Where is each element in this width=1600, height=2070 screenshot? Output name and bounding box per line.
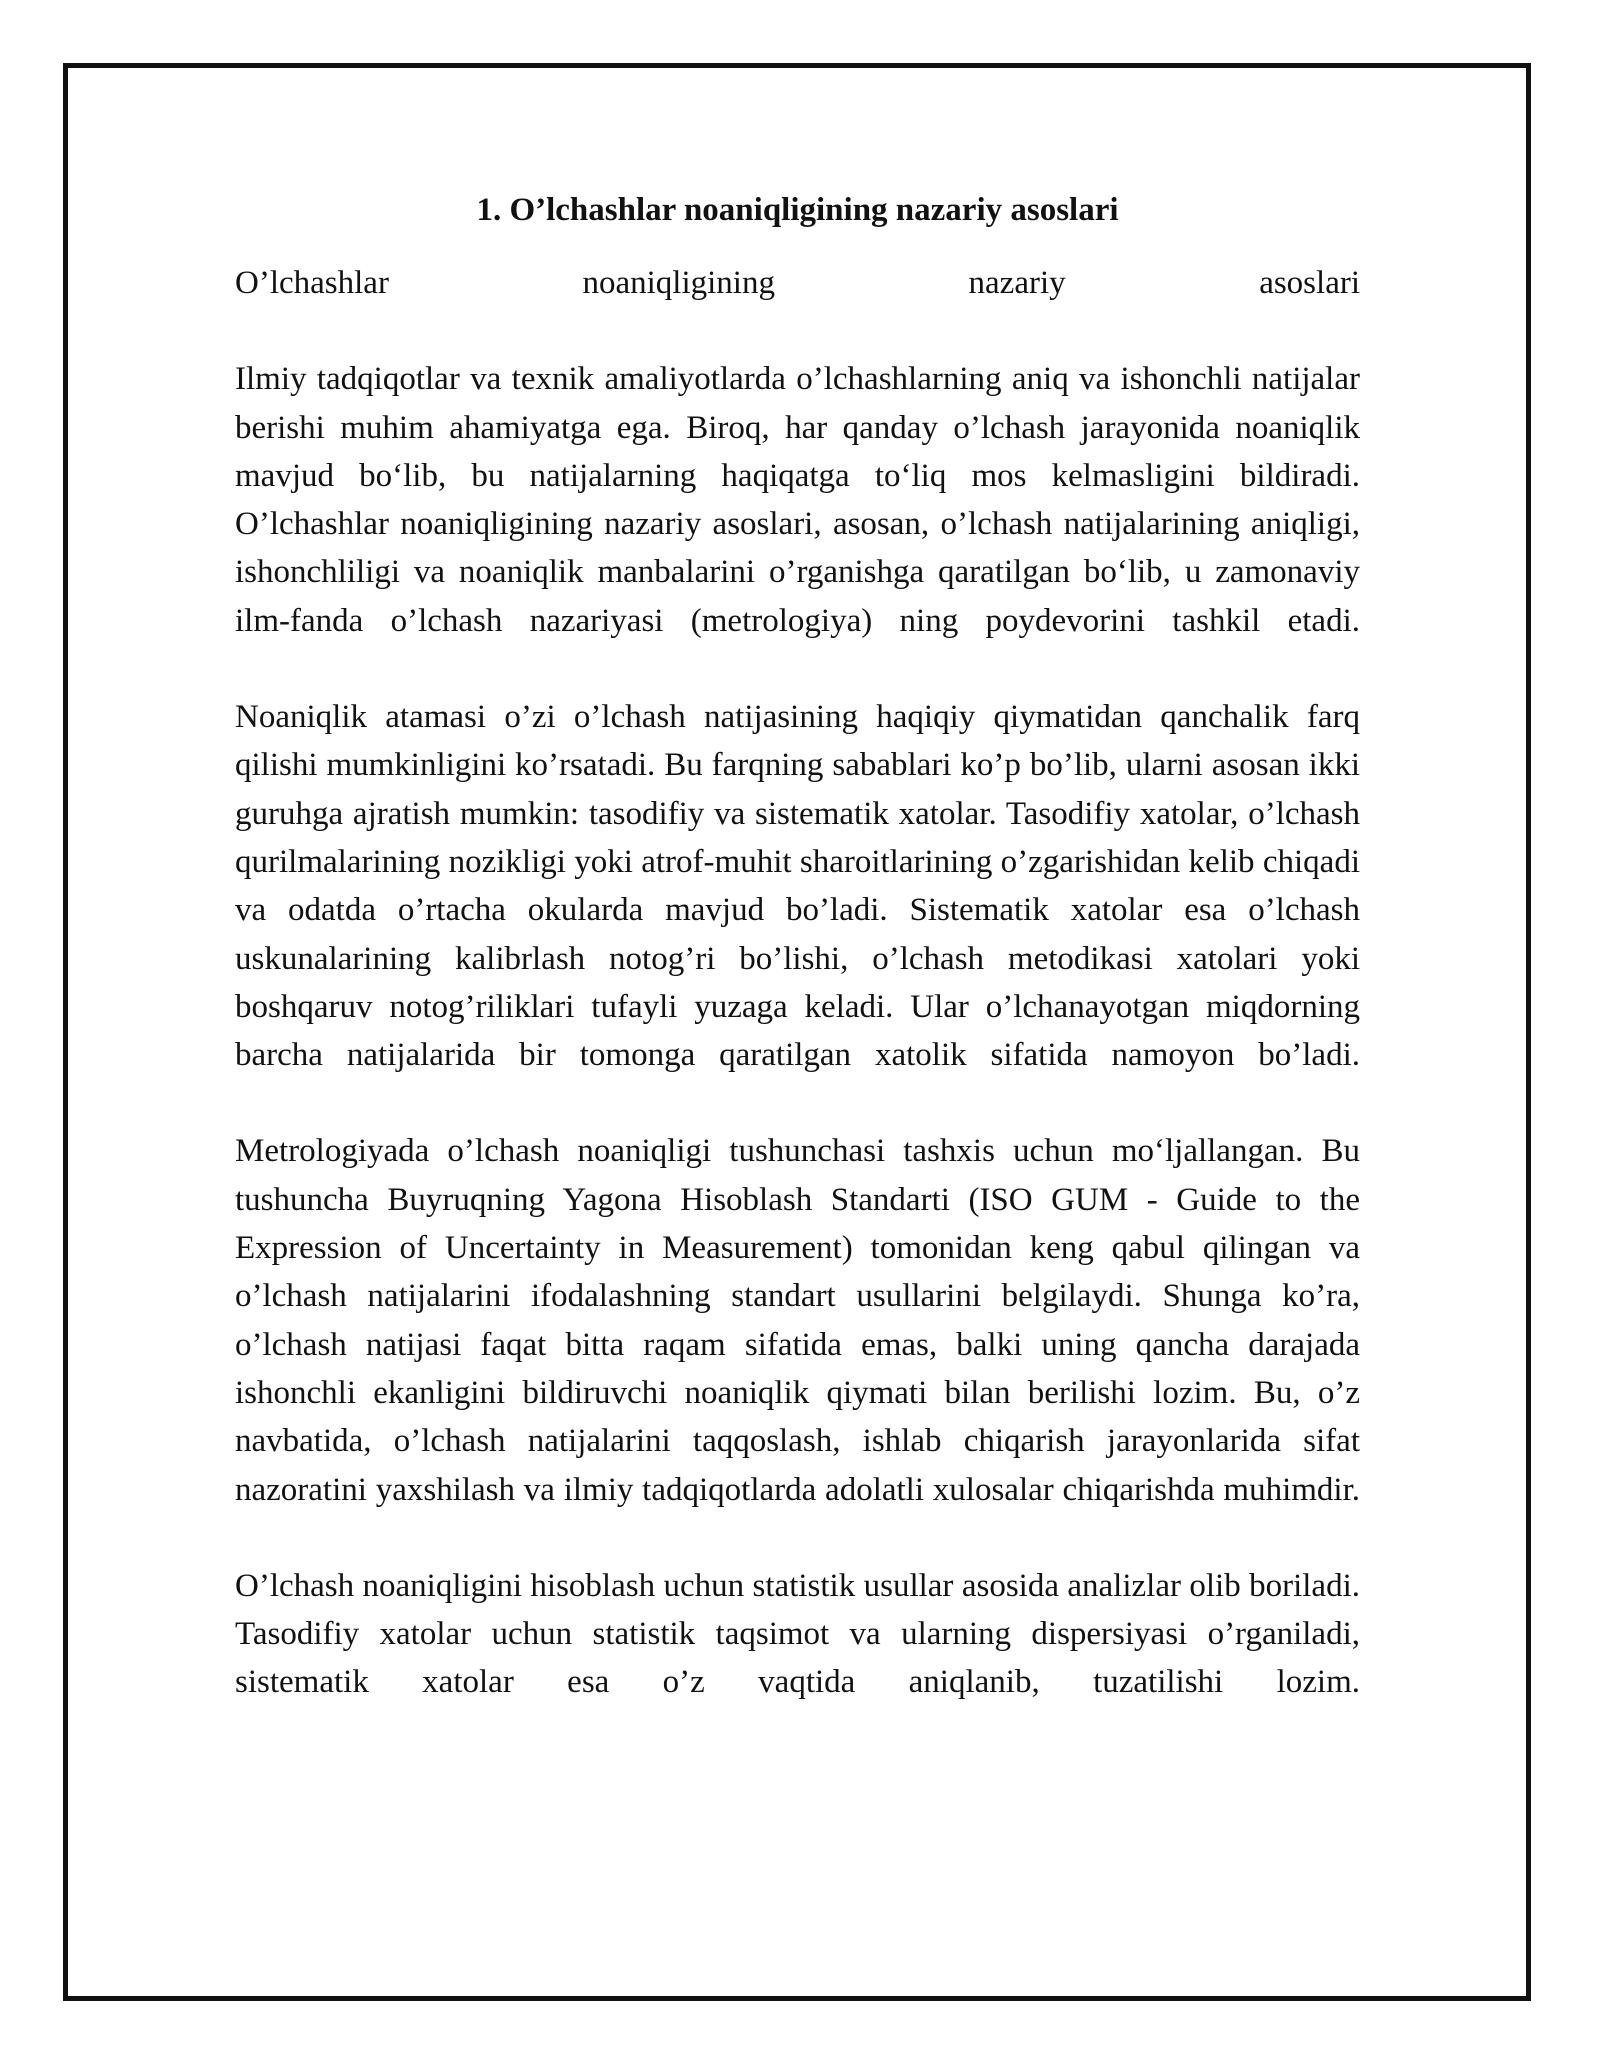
paragraph-subtitle: O’lchashlar noaniqligining nazariy asoslari [235, 265, 1360, 301]
paragraph-metrology: Metrologiyada o’lchash noaniqligi tushunchasi tashxis uchun mo‘ljallangan. Bu tushuncha Buyruqning Yagona Hisoblash Standarti (ISO GUM - Guide to the Expression of Uncertainty in Measurement) tomonidan keng qabul qilingan va o’lchash natijalarini ifodalashning standart usullarini belgilaydi. Shunga ko’ra, o’lchash natijasi faqat bitta raqam sifatida emas, balki uning qancha darajada ishonchli ekanligini bildiruvchi noaniqlik qiymati bilan berilishi lozim. Bu, o’z navbatida, o’lchash natijalarini taqqoslash, ishlab chiqarish jarayonlarida sifat nazoratini yaxshilash va ilmiy tadqiqotlarda adolatli xulosalar chiqarishda muhimdir. [235, 1133, 1360, 1508]
paragraph-error-types: Noaniqlik atamasi o’zi o’lchash natijasining haqiqiy qiymatidan qanchalik farq qilishi mumkinligini ko’rsatadi. Bu farqning sabablari ko’p bo’lib, ularni asosan ikki guruhga ajratish mumkin: tasodifiy va sistematik xatolar. Tasodifiy xatolar, o’lchash qurilmalarining nozikligi yoki atrof-muhit sharoitlarining o’zgarishidan kelib chiqadi va odatda o’rtacha okularda mavjud bo’ladi. Sistematik xatolar esa o’lchash uskunalarining kalibrlash notog’ri bo’lishi, o’lchash metodikasi xatolari yoki boshqaruv notog’riliklari tufayli yuzaga keladi. Ular o’lchanayotgan miqdorning barcha natijalarida bir tomonga qaratilgan xatolik sifatida namoyon bo’ladi. [235, 699, 1360, 1074]
document-title: 1. O’lchashlar noaniqligining nazariy asoslari [476, 192, 1119, 228]
paragraph-calculation: O’lchash noaniqligini hisoblash uchun statistik usullar asosida analizlar olib boriladi. Tasodifiy xatolar uchun statistik taqsimot va ularning dispersiyasi o’rganiladi, sistematik xatolar esa o’z vaqtida aniqlanib, tuzatilishi lozim. [235, 1567, 1360, 1701]
document-body [235, 185, 1360, 1755]
paragraph-intro: Ilmiy tadqiqotlar va texnik amaliyotlarda o’lchashlarning aniq va ishonchli natijalar berishi muhim ahamiyatga ega. Biroq, har qanday o’lchash jarayonida noaniqlik mavjud bo‘lib, bu natijalarning haqiqatga to‘liq mos kelmasligini bildiradi. O’lchashlar noaniqligining nazariy asoslari, asosan, o’lchash natijalarining aniqligi, ishonchliligi va noaniqlik manbalarini o’rganishga qaratilgan bo‘lib, u zamonaviy ilm-fanda o’lchash nazariyasi (metrologiya) ning poydevorini tashkil etadi. [235, 361, 1360, 639]
